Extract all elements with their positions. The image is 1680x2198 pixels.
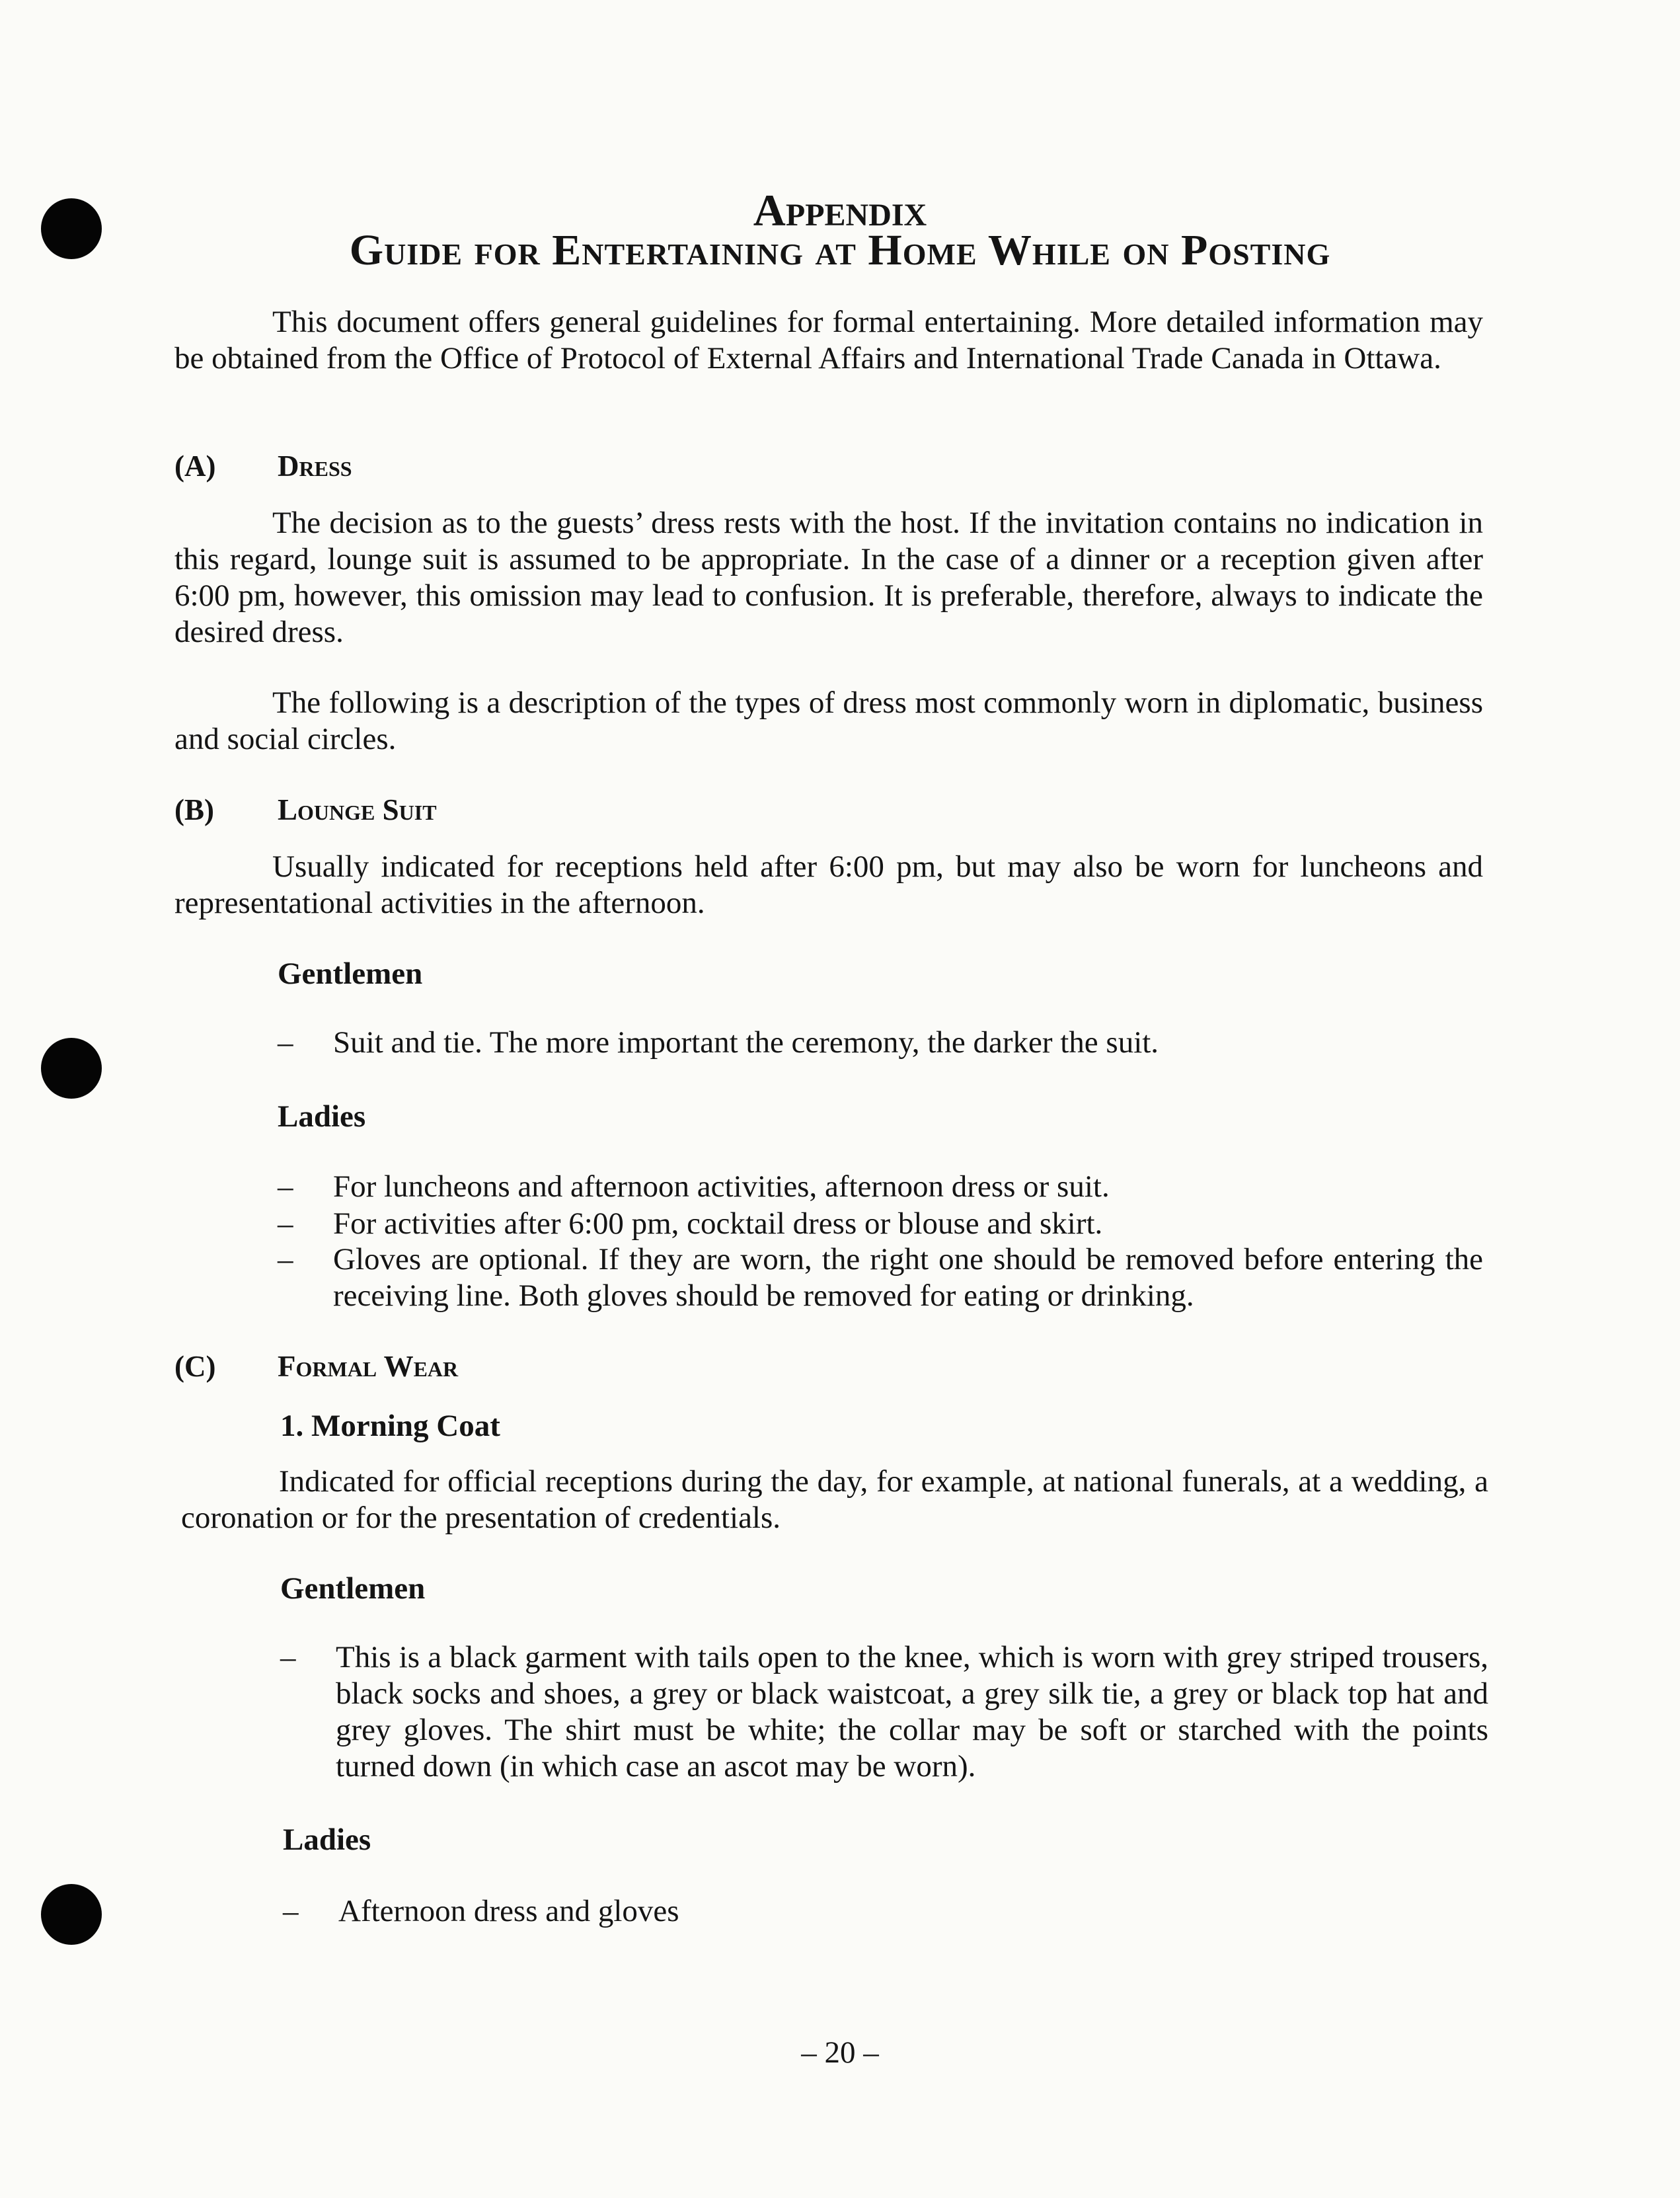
punch-hole-middle [41, 1038, 102, 1099]
bullet-dash: – [283, 1894, 299, 1928]
bullet-text: For luncheons and afternoon activities, afternoon dress or suit. [333, 1169, 1110, 1204]
section-b-ladies-heading: Ladies [278, 1099, 366, 1134]
section-c-heading [174, 1349, 458, 1385]
section-c-morning-coat-paragraph [181, 1464, 1488, 1536]
bullet-text: Gloves are optional. If they are worn, the right one should be removed before entering the receiving line. Both gloves should be removed for eating or drinking. [333, 1242, 1483, 1313]
section-b-ladies-item-1 [278, 1169, 1483, 1205]
section-a-title: Dress [278, 450, 352, 483]
section-b-ladies-item-3 [278, 1241, 1483, 1314]
section-a-heading [174, 448, 352, 485]
section-c-gentlemen-item-1 [280, 1639, 1488, 1785]
bullet-dash: – [278, 1169, 293, 1204]
bullet-dash: – [280, 1640, 296, 1674]
section-a-paragraph-1 [174, 505, 1483, 650]
section-c-letter: (C) [174, 1350, 216, 1383]
bullet-dash: – [278, 1025, 293, 1060]
section-b-ladies-item-2 [278, 1206, 1483, 1242]
punch-hole-bottom [41, 1884, 102, 1945]
section-b-gentlemen-heading: Gentlemen [278, 957, 423, 991]
page-number: – 20 – [801, 2035, 879, 2070]
intro-paragraph [174, 304, 1483, 377]
section-c-morning-coat-heading: 1. Morning Coat [280, 1409, 500, 1443]
bullet-text: Suit and tie. The more important the ceremony, the darker the suit. [333, 1025, 1159, 1060]
section-c-title: Formal Wear [278, 1350, 459, 1383]
section-b-title: Lounge Suit [278, 793, 437, 826]
bullet-dash: – [278, 1206, 293, 1241]
section-a-letter: (A) [174, 450, 216, 483]
bullet-text: For activities after 6:00 pm, cocktail dress or blouse and skirt. [333, 1206, 1103, 1241]
section-a-paragraph-1-text: The decision as to the guests’ dress rests with the host. If the invitation contains no indication in this regard, lounge suit is assumed to be appropriate. In the case of a dinner or a reception given after 6:00 pm, however, this omission may lead to confusion. It is preferable, therefore, always to indicate the desired dress. [174, 506, 1483, 649]
section-b-heading [174, 792, 437, 828]
appendix-title: Appendix [753, 185, 927, 235]
section-c-ladies-item-1 [283, 1893, 1488, 1930]
intro-text: This document offers general guidelines for formal entertaining. More detailed information may be obtained from the Office of Protocol of External Affairs and International Trade Canada in Ottawa. [174, 305, 1483, 375]
section-b-letter: (B) [174, 793, 214, 826]
section-c-ladies-heading: Ladies [283, 1823, 371, 1857]
section-c-morning-coat-text: Indicated for official receptions during the day, for example, at national funerals, at a wedding, a coronation or for the presentation of credentials. [181, 1464, 1488, 1535]
section-a-paragraph-2-text: The following is a description of the types of dress most commonly worn in diplomatic, business and social circles. [174, 686, 1483, 756]
bullet-text: Afternoon dress and gloves [338, 1894, 679, 1928]
section-a-paragraph-2 [174, 685, 1483, 758]
bullet-text: This is a black garment with tails open to the knee, which is worn with grey striped trousers, black socks and shoes, a grey or black waistcoat, a grey silk tie, a grey or black top hat and grey gloves. The shirt must be white; the collar may be soft or starched with the points turned down (in which case an ascot may be worn). [336, 1640, 1488, 1784]
section-c-gentlemen-heading: Gentlemen [280, 1571, 426, 1606]
section-b-paragraph [174, 849, 1483, 922]
bullet-dash: – [278, 1242, 293, 1276]
section-b-paragraph-text: Usually indicated for receptions held after 6:00 pm, but may also be worn for luncheons and representational activities in the afternoon. [174, 849, 1483, 920]
section-b-gentlemen-item-1 [278, 1025, 1483, 1061]
document-title: Guide for Entertaining at Home While on Posting [349, 226, 1331, 274]
